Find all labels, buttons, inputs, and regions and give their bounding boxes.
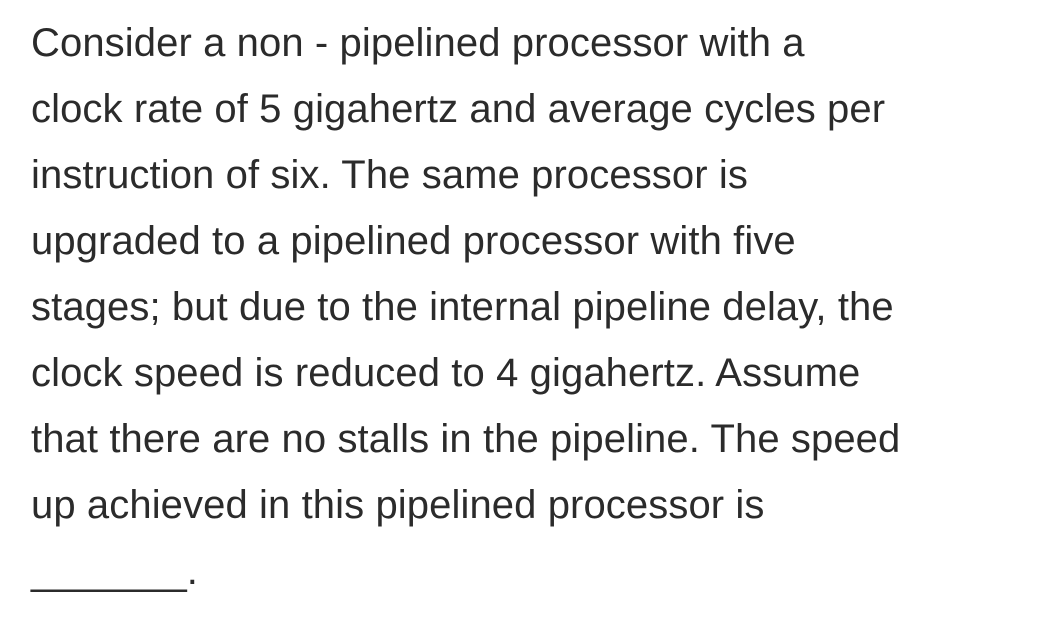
question-line-5: stages; but due to the internal pipeline delay, the: [31, 285, 894, 329]
question-line-4: upgraded to a pipelined processor with five: [31, 219, 796, 263]
question-line-7: that there are no stalls in the pipeline. The speed: [31, 417, 901, 461]
question-text: [31, 10, 900, 604]
answer-blank: _______.: [31, 549, 198, 593]
question-line-6: clock speed is reduced to 4 gigahertz. Assume: [31, 351, 861, 395]
question-line-2: clock rate of 5 gigahertz and average cycles per: [31, 87, 886, 131]
question-line-1: Consider a non - pipelined processor with a: [31, 21, 805, 65]
question-line-3: instruction of six. The same processor is: [31, 153, 748, 197]
question-line-8: up achieved in this pipelined processor is: [31, 483, 765, 527]
